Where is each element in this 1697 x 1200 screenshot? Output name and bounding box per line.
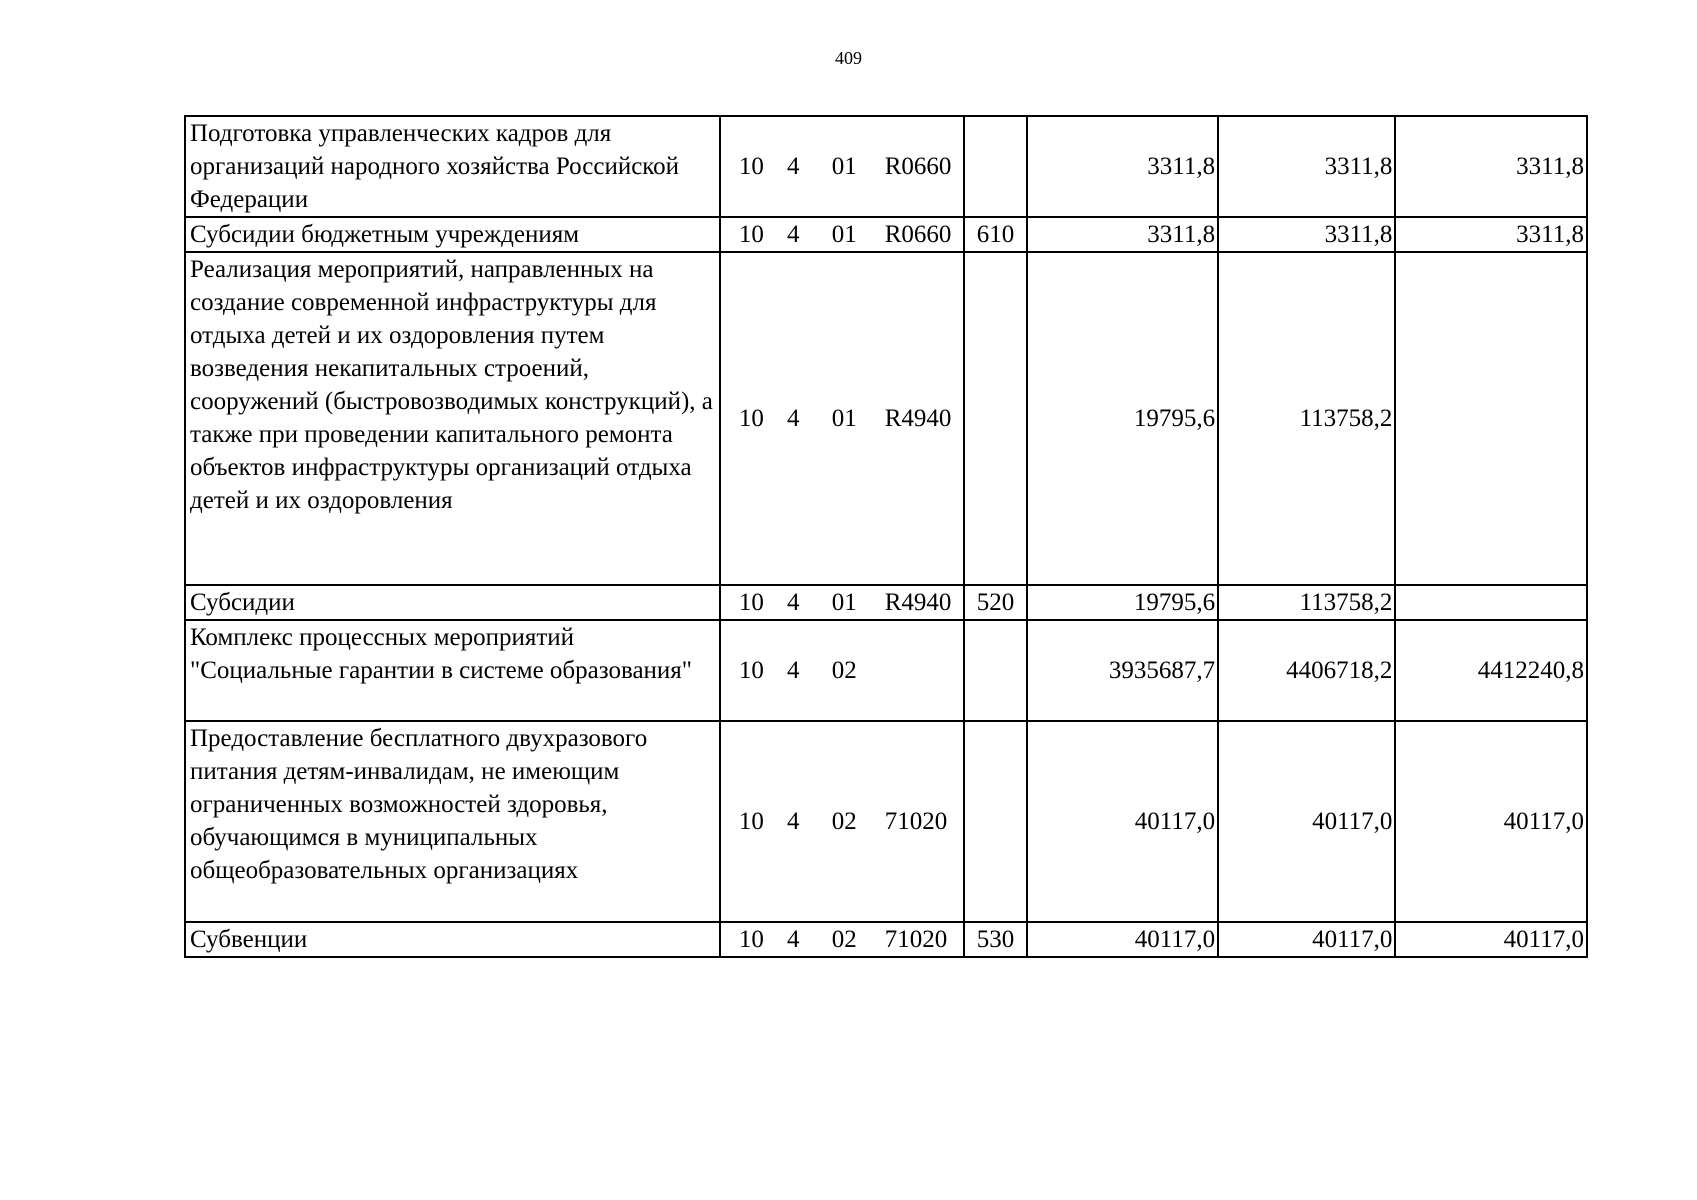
subprogram-code: 4 (769, 217, 818, 252)
table-row (185, 217, 1587, 252)
row-name: Реализация мероприятий, направленных на создание современной инфраструктуры для отдыха детей и их оздоровления путем возведения некапитальных строений, сооружений (быстровозводимых конструкций), а также при проведении капитального ремонта объектов инфраструктуры организаций отдыха детей и их оздоровления (185, 252, 720, 585)
subprogram-code: 4 (769, 585, 818, 620)
table-row (185, 922, 1587, 957)
amount-year-2: 113758,2 (1218, 252, 1395, 585)
program-code: 10 (720, 922, 769, 957)
amount-year-3 (1395, 252, 1587, 585)
program-code: 10 (720, 217, 769, 252)
amount-year-2: 40117,0 (1218, 721, 1395, 922)
amount-year-2: 3311,8 (1218, 116, 1395, 217)
row-name: Подготовка управленческих кадров для организаций народного хозяйства Российской Федерации (185, 116, 720, 217)
amount-year-3: 4412240,8 (1395, 620, 1587, 721)
measure-code: 02 (818, 620, 871, 721)
expense-type-code (964, 116, 1026, 217)
amount-year-2: 40117,0 (1218, 922, 1395, 957)
amount-year-2: 4406718,2 (1218, 620, 1395, 721)
measure-code: 02 (818, 922, 871, 957)
expense-type-code: 530 (964, 922, 1026, 957)
page-number: 409 (835, 48, 862, 68)
amount-year-1: 40117,0 (1027, 922, 1219, 957)
subprogram-code: 4 (769, 252, 818, 585)
subprogram-code: 4 (769, 721, 818, 922)
amount-year-2: 113758,2 (1218, 585, 1395, 620)
expense-type-code: 520 (964, 585, 1026, 620)
measure-code: 02 (818, 721, 871, 922)
expense-type-code: 610 (964, 217, 1026, 252)
table-row (185, 252, 1587, 585)
measure-code: 01 (818, 252, 871, 585)
program-code: 10 (720, 116, 769, 217)
amount-year-3: 3311,8 (1395, 116, 1587, 217)
table-row (185, 721, 1587, 922)
amount-year-1: 3935687,7 (1027, 620, 1219, 721)
amount-year-3 (1395, 585, 1587, 620)
direction-code (871, 620, 965, 721)
subprogram-code: 4 (769, 116, 818, 217)
direction-code: R4940 (871, 585, 965, 620)
measure-code: 01 (818, 217, 871, 252)
amount-year-1: 40117,0 (1027, 721, 1219, 922)
table-row (185, 116, 1587, 217)
budget-table (184, 115, 1588, 958)
row-name: Комплекс процессных мероприятий "Социальные гарантии в системе образования" (185, 620, 720, 721)
amount-year-3: 40117,0 (1395, 922, 1587, 957)
amount-year-1: 19795,6 (1027, 252, 1219, 585)
row-name: Субсидии (185, 585, 720, 620)
direction-code: R0660 (871, 217, 965, 252)
subprogram-code: 4 (769, 922, 818, 957)
table-row (185, 620, 1587, 721)
row-name: Субсидии бюджетным учреждениям (185, 217, 720, 252)
direction-code: 71020 (871, 922, 965, 957)
amount-year-3: 3311,8 (1395, 217, 1587, 252)
amount-year-1: 19795,6 (1027, 585, 1219, 620)
expense-type-code (964, 721, 1026, 922)
amount-year-1: 3311,8 (1027, 217, 1219, 252)
subprogram-code: 4 (769, 620, 818, 721)
direction-code: R4940 (871, 252, 965, 585)
program-code: 10 (720, 721, 769, 922)
program-code: 10 (720, 585, 769, 620)
amount-year-2: 3311,8 (1218, 217, 1395, 252)
row-name: Предоставление бесплатного двухразового питания детям-инвалидам, не имеющим ограниченных возможностей здоровья, обучающимся в муниципальных общеобразовательных организациях (185, 721, 720, 922)
table-row (185, 585, 1587, 620)
measure-code: 01 (818, 585, 871, 620)
amount-year-3: 40117,0 (1395, 721, 1587, 922)
row-name: Субвенции (185, 922, 720, 957)
amount-year-1: 3311,8 (1027, 116, 1219, 217)
measure-code: 01 (818, 116, 871, 217)
expense-type-code (964, 620, 1026, 721)
direction-code: 71020 (871, 721, 965, 922)
program-code: 10 (720, 620, 769, 721)
program-code: 10 (720, 252, 769, 585)
expense-type-code (964, 252, 1026, 585)
direction-code: R0660 (871, 116, 965, 217)
